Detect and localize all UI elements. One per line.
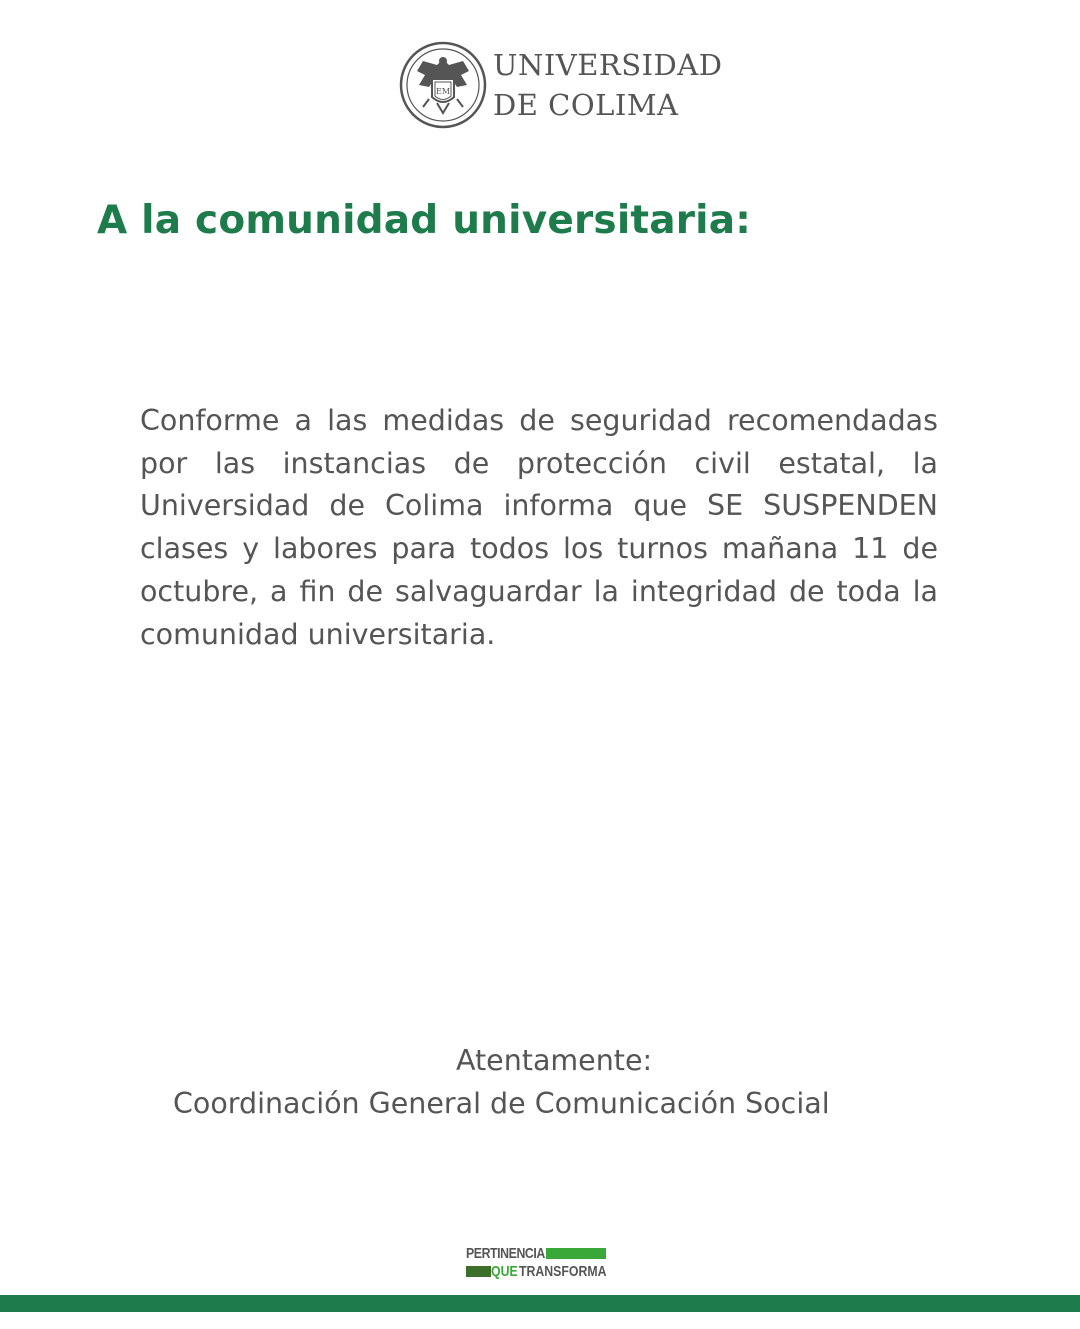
sender-name: Coordinación General de Comunicación Social xyxy=(173,1087,830,1120)
notice-heading: A la comunidad universitaria: xyxy=(97,198,752,243)
logo-line-1: UNIVERSIDAD xyxy=(493,48,723,82)
logo-line-2: DE COLIMA xyxy=(493,88,679,122)
closing-text: Atentamente: xyxy=(456,1044,653,1077)
tagline-logo xyxy=(466,1244,626,1284)
university-seal-icon xyxy=(399,41,487,129)
svg-text:EM: EM xyxy=(435,87,451,96)
logo-wordmark xyxy=(493,45,723,125)
tagline-bar-bright xyxy=(546,1248,606,1259)
notice-body: Conforme a las medidas de seguridad recomendadas por las instancias de protección civil estatal, la Universidad de Colima informa que SE SUSPENDEN clases y labores para todos los turnos mañana 11 de octubre, a fin de salvaguardar la integridad de toda la comunidad universitaria. xyxy=(140,404,938,651)
tagline-word-3: TRANSFORMA xyxy=(519,1262,607,1280)
tagline-word-1: PERTINENCIA xyxy=(466,1244,545,1262)
tagline-word-2: QUE xyxy=(490,1262,518,1280)
tagline-bar-dark xyxy=(466,1266,491,1277)
footer-bar xyxy=(0,1295,1080,1312)
university-logo xyxy=(399,40,723,130)
